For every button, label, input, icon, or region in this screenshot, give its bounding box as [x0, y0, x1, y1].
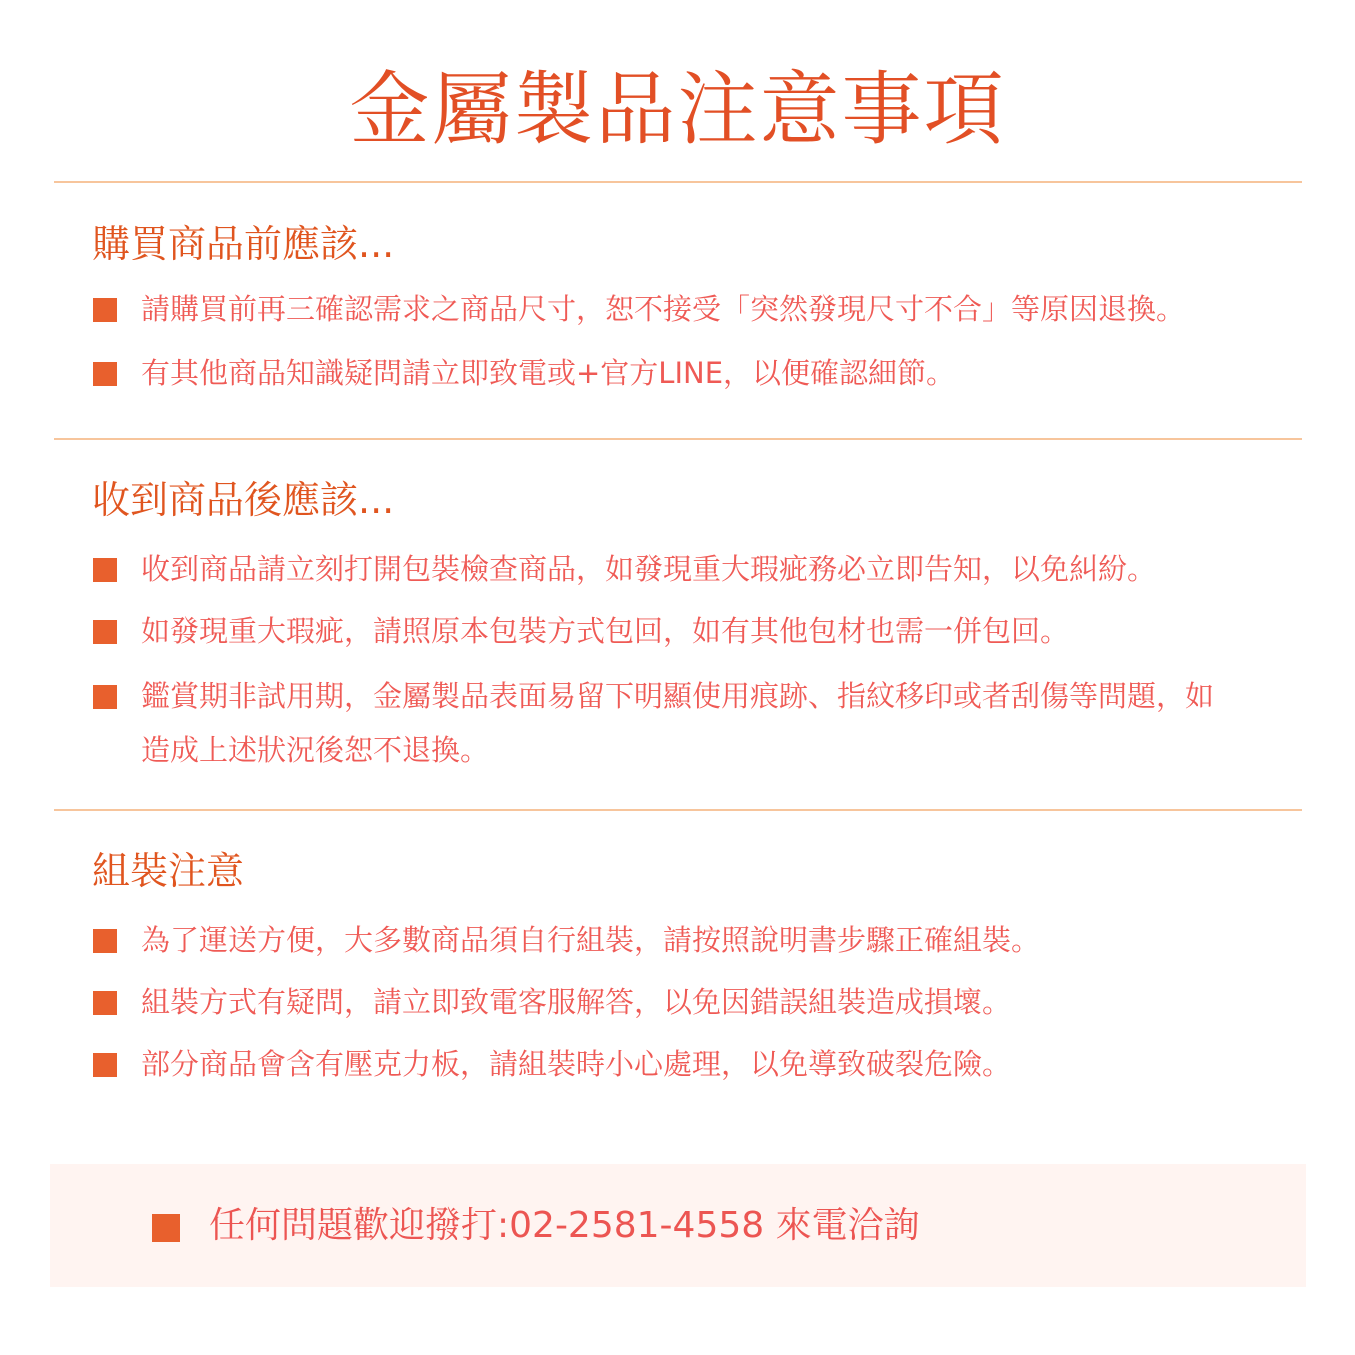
list-item	[92, 545, 1292, 593]
square-bullet-icon	[93, 298, 117, 322]
list-item	[92, 916, 1292, 964]
contact-banner	[50, 1164, 1306, 1287]
divider-top	[54, 181, 1302, 183]
divider-2	[54, 809, 1302, 811]
list-item	[92, 669, 1221, 777]
square-bullet-icon	[93, 1053, 117, 1077]
square-bullet-icon	[93, 558, 117, 582]
list-item-text: 有其他商品知識疑問請立即致電或+官方LINE，以便確認細節。	[141, 356, 956, 390]
square-bullet-icon	[152, 1214, 180, 1242]
square-bullet-icon	[93, 929, 117, 953]
section-heading: 收到商品後應該...	[92, 478, 395, 522]
list-item-text: 請購買前再三確認需求之商品尺寸，恕不接受「突然發現尺寸不合」等原因退換。	[141, 292, 1186, 326]
section-assembly	[92, 846, 1292, 1088]
square-bullet-icon	[93, 362, 117, 386]
section-heading: 組裝注意	[92, 849, 245, 893]
list-item-text: 部分商品會含有壓克力板，請組裝時小心處理，以免導致破裂危險。	[141, 1047, 1012, 1081]
section-heading: 購買商品前應該...	[92, 222, 395, 266]
list-item-text: 收到商品請立刻打開包裝檢查商品，如發現重大瑕疵務必立即告知，以免糾紛。	[141, 552, 1157, 586]
list-item	[92, 607, 1292, 655]
contact-text: 任何問題歡迎撥打:02-2581-4558 來電洽詢	[209, 1205, 920, 1246]
list-item-text: 組裝方式有疑問，請立即致電客服解答，以免因錯誤組裝造成損壞。	[141, 985, 1012, 1019]
list-item	[92, 1040, 1292, 1088]
list-item	[92, 978, 1292, 1026]
list-item-text: 如發現重大瑕疵，請照原本包裝方式包回，如有其他包材也需一併包回。	[141, 614, 1070, 648]
divider-1	[54, 438, 1302, 440]
square-bullet-icon	[93, 620, 117, 644]
list-item	[92, 285, 1292, 333]
list-item-text: 鑑賞期非試用期，金屬製品表面易留下明顯使用痕跡、指紋移印或者刮傷等問題，如造成上述狀況後恕不退換。	[141, 679, 1215, 767]
page-title: 金屬製品注意事項	[349, 63, 1006, 156]
square-bullet-icon	[93, 991, 117, 1015]
list-item	[92, 349, 1292, 397]
list-item-text: 為了運送方便，大多數商品須自行組裝，請按照說明書步驟正確組裝。	[141, 923, 1041, 957]
square-bullet-icon	[93, 685, 117, 709]
section-before-purchase	[92, 219, 1292, 397]
section-after-receipt	[92, 475, 1292, 777]
